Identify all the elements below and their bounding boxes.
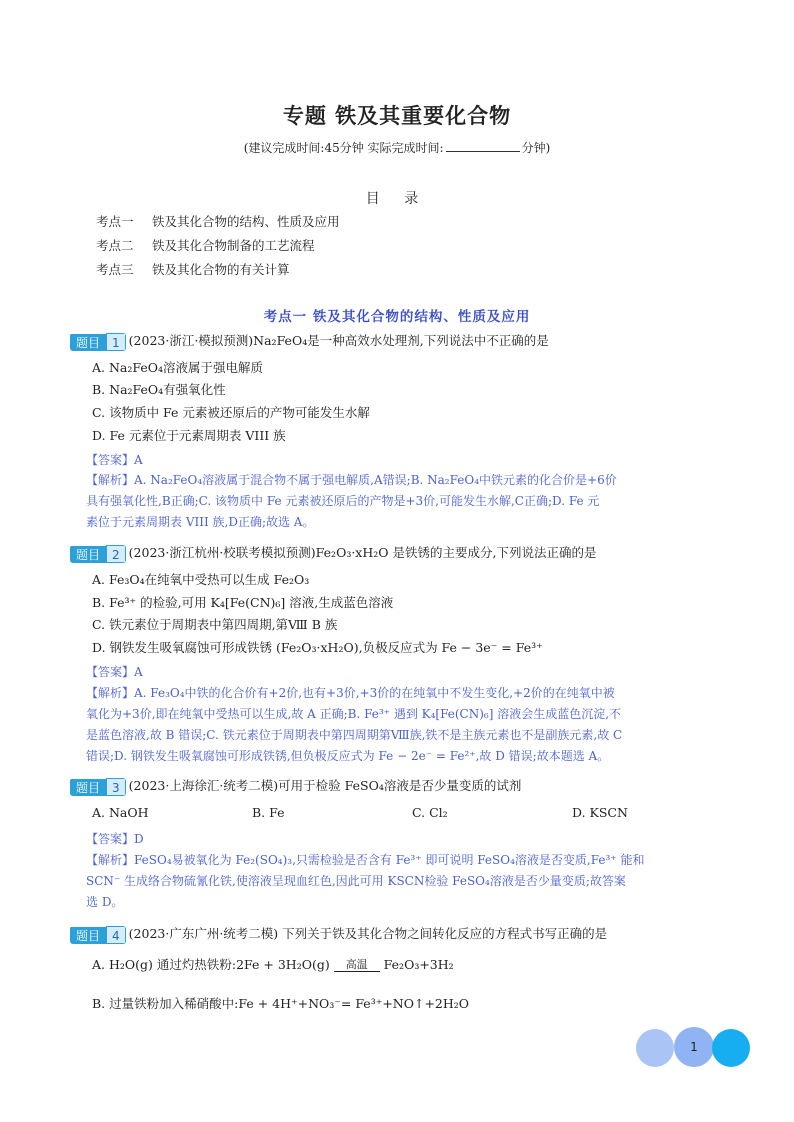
option-a: A. Na₂FeO₄溶液属于强电解质 <box>92 360 264 375</box>
condition-label: 高温 <box>345 958 368 971</box>
explanation-line: 具有强氧化性,B正确;C. 该物质中 Fe 元素被还原后的产物是+3价,可能发生水解,C正确;D. Fe 元 <box>86 494 600 508</box>
explanation-line: 是蓝色溶液,故 B 错误;C. 铁元素位于周期表中第四周期第Ⅷ族,铁不是主族元素也不是副族元素,故 C <box>86 728 623 742</box>
question-stem: (2023·浙江·模拟预测)Na₂FeO₄是一种高效水处理剂,下列说法中不正确的是 <box>128 333 549 348</box>
option-b: B. Fe <box>252 805 285 820</box>
decor-circle-right <box>712 1029 750 1067</box>
option-d: D. 钢铁发生吸氧腐蚀可形成铁锈 (Fe₂O₃·xH₂O),负极反应式为 Fe − 3e⁻ = Fe³⁺ <box>92 640 543 655</box>
section-heading: 考点一 铁及其化合物的结构、性质及应用 <box>263 309 531 325</box>
explanation-line: SCN⁻ 生成络合物硫氰化铁,使溶液呈现血红色,因此可用 KSCN检验 FeSO₄溶液是否少量变质;故答案 <box>86 874 626 888</box>
page-subtitle <box>0 139 794 156</box>
explanation <box>86 683 726 767</box>
explanation-line: 【解析】A. Na₂FeO₄溶液属于混合物不属于强电解质,A错误;B. Na₂FeO₄中铁元素的化合价是+6价 <box>86 473 617 487</box>
decor-circle-mid <box>674 1027 714 1067</box>
toc-item-num: 考点一 <box>96 214 134 229</box>
badge-number: 4 <box>106 926 126 944</box>
option-a: A. NaOH <box>92 805 149 820</box>
option-a <box>92 955 454 973</box>
question-4-stem-row <box>70 924 730 944</box>
toc-item-text: 铁及其化合物制备的工艺流程 <box>152 238 315 253</box>
toc-title: 目 录 <box>365 191 429 207</box>
toc-item <box>96 236 315 254</box>
subtitle-suffix: 分钟) <box>521 141 551 155</box>
explanation-line: 【解析】A. Fe₃O₄中铁的化合价有+2价,也有+3价,+3价的在纯氧中不发生变化,+2价的在纯氧中被 <box>86 686 615 700</box>
subtitle-prefix: (建议完成时间:45分钟 实际完成时间: <box>243 141 444 155</box>
badge-number: 1 <box>106 333 126 351</box>
option-b: B. 过量铁粉加入稀硝酸中:Fe + 4H⁺+NO₃⁻= Fe³⁺+NO↑+2H₂O <box>92 996 470 1011</box>
answer: 【答案】A <box>86 665 143 679</box>
time-blank <box>446 141 520 152</box>
question-stem: (2023·上海徐汇·统考二模)可用于检验 FeSO₄溶液是否少量变质的试剂 <box>128 778 522 793</box>
answer: 【答案】D <box>86 832 144 846</box>
page-number: 1 <box>690 1040 698 1054</box>
option-c: C. Cl₂ <box>412 805 448 820</box>
option-b: B. Na₂FeO₄有强氧化性 <box>92 382 226 397</box>
option-d: D. Fe 元素位于元素周期表 VIII 族 <box>92 428 286 443</box>
explanation-line: 选 D。 <box>86 895 124 909</box>
question-3-stem-row <box>70 776 730 796</box>
question-stem: (2023·广东广州·统考二模) 下列关于铁及其化合物之间转化反应的方程式书写正确的是 <box>128 926 608 941</box>
badge-label: 题目 <box>70 927 106 944</box>
option-a: A. Fe₃O₄在纯氧中受热可以生成 Fe₂O₃ <box>92 572 310 587</box>
option-c: C. 该物质中 Fe 元素被还原后的产物可能发生水解 <box>92 405 370 420</box>
explanation <box>86 470 726 533</box>
option-a-suffix: Fe₂O₃+3H₂ <box>383 957 454 972</box>
badge-number: 3 <box>106 778 126 796</box>
explanation-line: 【解析】FeSO₄易被氧化为 Fe₂(SO₄)₃,只需检验是否含有 Fe³⁺ 即可说明 FeSO₄溶液是否变质,Fe³⁺ 能和 <box>86 853 645 867</box>
page-number-badge <box>636 1027 752 1067</box>
options-row <box>92 805 732 820</box>
question-badge <box>70 333 126 351</box>
question-2-stem-row <box>70 543 730 563</box>
option-c: C. 铁元素位于周期表中第四周期,第Ⅷ B 族 <box>92 617 338 632</box>
option-d: D. KSCN <box>572 805 628 820</box>
toc-item-text: 铁及其化合物的有关计算 <box>152 262 290 277</box>
badge-number: 2 <box>106 545 126 563</box>
explanation-line: 氧化为+3价,即在纯氧中受热可以生成,故 A 正确;B. Fe³⁺ 遇到 K₄[Fe(CN)₆] 溶液会生成蓝色沉淀,不 <box>86 707 622 721</box>
question-badge <box>70 545 126 563</box>
toc-item-text: 铁及其化合物的结构、性质及应用 <box>152 214 340 229</box>
toc-item <box>96 260 290 278</box>
explanation <box>86 850 726 913</box>
question-stem: (2023·浙江杭州·校联考模拟预测)Fe₂O₃·xH₂O 是铁锈的主要成分,下列说法正确的是 <box>128 545 597 560</box>
badge-label: 题目 <box>70 334 106 351</box>
toc-item <box>96 212 340 230</box>
explanation-line: 错误;D. 钢铁发生吸氧腐蚀可形成铁锈,但负极反应式为 Fe − 2e⁻ = Fe²⁺,故 D 错误;故本题选 A。 <box>86 749 610 763</box>
question-badge <box>70 926 126 944</box>
toc-item-num: 考点三 <box>96 262 134 277</box>
condition-line <box>334 971 380 972</box>
question-1-stem-row <box>70 331 730 351</box>
badge-label: 题目 <box>70 546 106 563</box>
toc-item-num: 考点二 <box>96 238 134 253</box>
option-b: B. Fe³⁺ 的检验,可用 K₄[Fe(CN)₆] 溶液,生成蓝色溶液 <box>92 595 394 610</box>
reaction-condition <box>334 959 380 972</box>
answer: 【答案】A <box>86 453 143 467</box>
explanation-line: 素位于元素周期表 VIII 族,D正确;故选 A。 <box>86 515 315 529</box>
option-a-prefix: A. H₂O(g) 通过灼热铁粉:2Fe + 3H₂O(g) <box>92 957 330 972</box>
decor-circle-left <box>636 1029 674 1067</box>
badge-label: 题目 <box>70 779 106 796</box>
question-badge <box>70 778 126 796</box>
page-title: 专题 铁及其重要化合物 <box>282 103 512 128</box>
